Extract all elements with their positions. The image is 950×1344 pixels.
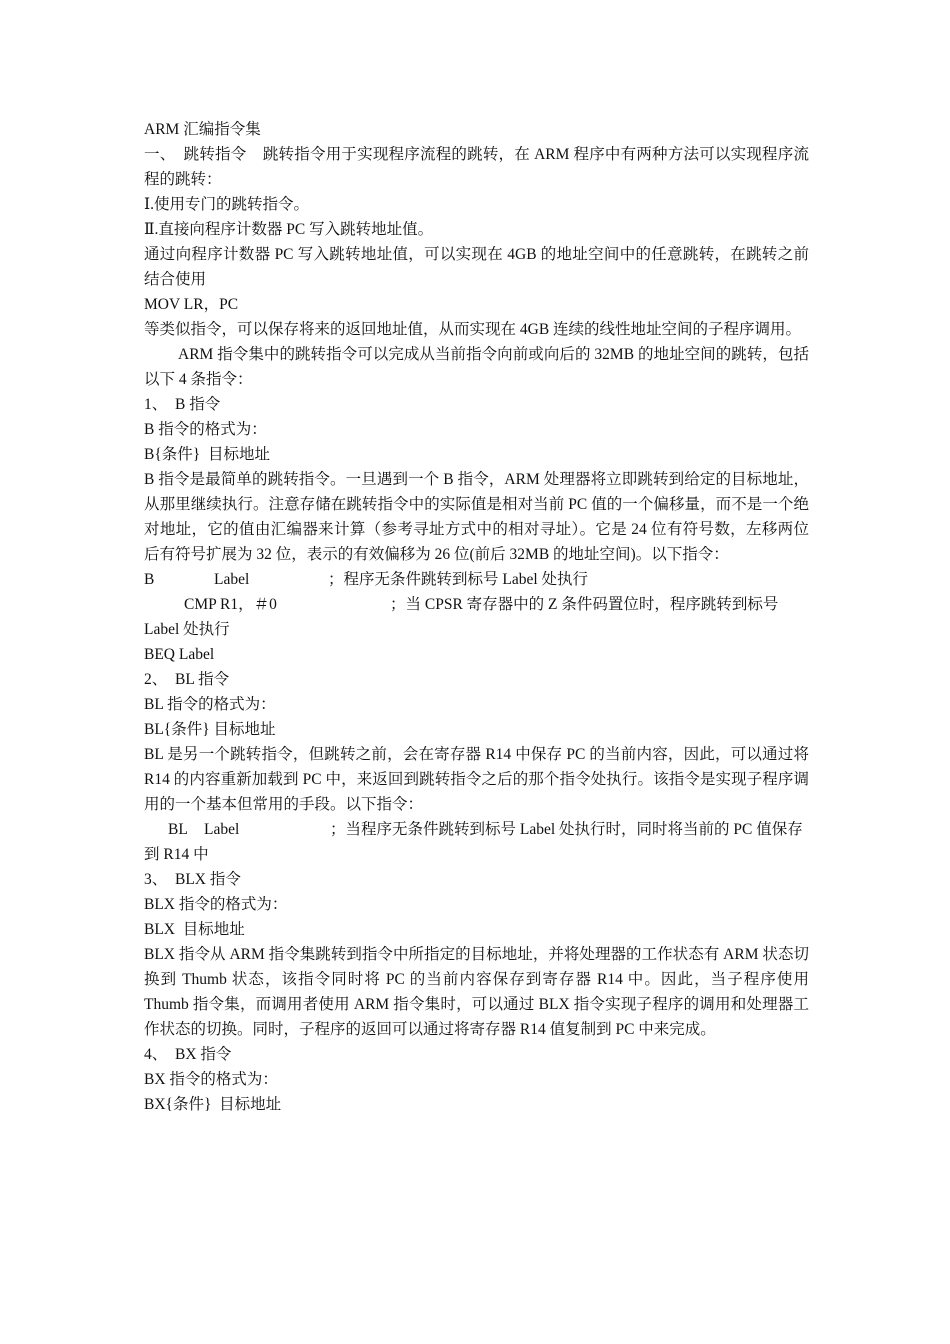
b-format-label: B 指令的格式为： — [144, 421, 267, 438]
bl-example-continuation: 到 R14 中 — [144, 846, 209, 863]
bl-example-comment: ；当程序无条件跳转到标号 Label 处执行时，同时将当前的 PC 值保存 — [330, 821, 803, 838]
paragraph-arm-jump: ARM 指令集中的跳转指令可以完成从当前指令向前或向后的 32MB 的地址空间的跳转，包括以下 4 条指令： — [144, 346, 809, 388]
method-1: Ⅰ.使用专门的跳转指令。 — [144, 196, 309, 213]
b-example-2 — [144, 592, 809, 617]
bl-description: BL 是另一个跳转指令，但跳转之前，会在寄存器 R14 中保存 PC 的当前内容，因此，可以通过将 R14 的内容重新加载到 PC 中，来返回到跳转指令之后的那个指令处执行。该指令是实现子程序调用的一个基本但常用的手段。以下指令： — [144, 746, 813, 813]
bx-heading: 4、 BX 指令 — [144, 1046, 232, 1063]
b-example-1-comment: ；程序无条件跳转到标号 Label 处执行 — [328, 571, 589, 588]
b-example-2-op: CMP R1，＃0 — [184, 596, 277, 613]
code-beq-line: BEQ Label — [144, 646, 215, 663]
bl-heading: 2、 BL 指令 — [144, 671, 230, 688]
bl-format: BL{条件} 目标地址 — [144, 721, 276, 738]
paragraph-similar: 等类似指令，可以保存将来的返回地址值，从而实现在 4GB 连续的线性地址空间的子程序调用。 — [144, 321, 802, 338]
bl-format-label: BL 指令的格式为： — [144, 696, 276, 713]
bx-format: BX{条件} 目标地址 — [144, 1096, 282, 1113]
bl-example — [144, 817, 809, 842]
code-mov-line: MOV LR，PC — [144, 296, 239, 313]
blx-format-label: BLX 指令的格式为： — [144, 896, 288, 913]
blx-description: BLX 指令从 ARM 指令集跳转到指令中所指定的目标地址，并将处理器的工作状态有 ARM 状态切换到 Thumb 状态，该指令同时将 PC 的当前内容保存到寄存器 R14 中。因此，当子程序使用 Thumb 指令集，而调用者使用 ARM 指令集时，可以通过 BLX 指令实现子程序的调用和处理器工作状态的切换。同时，子程序的返回可以通过将寄存器 R14 值复制到 PC 中来完成。 — [144, 946, 813, 1038]
b-example-1 — [144, 567, 809, 592]
blx-heading: 3、 BLX 指令 — [144, 871, 241, 888]
b-example-1-arg: Label — [214, 571, 250, 588]
b-heading: 1、 B 指令 — [144, 396, 221, 413]
b-example-2-continuation: Label 处执行 — [144, 621, 230, 638]
document-page — [144, 117, 813, 1117]
bx-format-label: BX 指令的格式为： — [144, 1071, 278, 1088]
blx-format: BLX 目标地址 — [144, 921, 245, 938]
document-title: ARM 汇编指令集 — [144, 121, 261, 138]
b-format: B{条件} 目标地址 — [144, 446, 270, 463]
section-1-heading: 一、 跳转指令 跳转指令用于实现程序流程的跳转，在 ARM 程序中有两种方法可以实现程序流程的跳转： — [144, 146, 809, 188]
paragraph-pc-write: 通过向程序计数器 PC 写入跳转地址值，可以实现在 4GB 的地址空间中的任意跳转，在跳转之前结合使用 — [144, 246, 809, 288]
b-description: B 指令是最简单的跳转指令。一旦遇到一个 B 指令，ARM 处理器将立即跳转到给定的目标地址，从那里继续执行。注意存储在跳转指令中的实际值是相对当前 PC 值的一个偏移量，而不是一个绝对地址，它的值由汇编器来计算（参考寻址方式中的相对寻址）。它是 24 位有符号数，左移两位后有符号扩展为 32 位，表示的有效偏移为 26 位(前后 32MB 的地址空间)。以下指令： — [144, 471, 809, 563]
bl-example-arg: Label — [204, 821, 240, 838]
method-2: Ⅱ.直接向程序计数器 PC 写入跳转地址值。 — [144, 221, 434, 238]
b-example-2-comment: ；当 CPSR 寄存器中的 Z 条件码置位时，程序跳转到标号 — [390, 596, 779, 613]
b-example-1-op: B — [144, 571, 155, 588]
bl-example-op: BL — [168, 821, 188, 838]
